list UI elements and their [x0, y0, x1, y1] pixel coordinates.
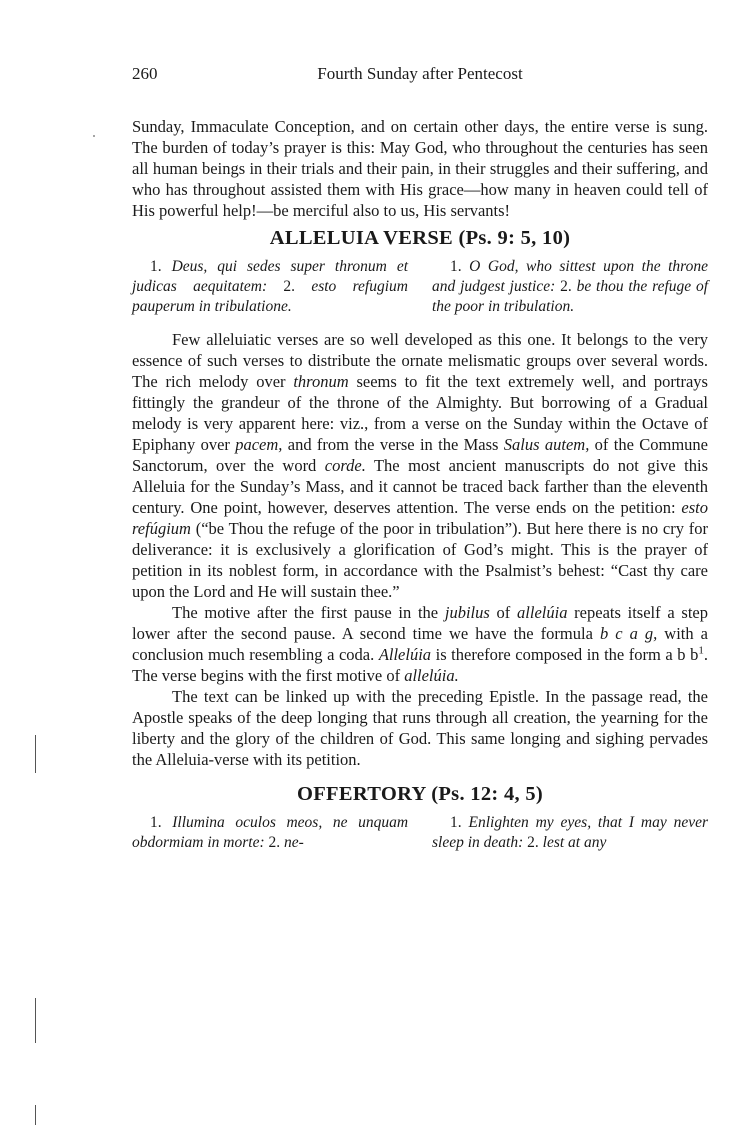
alleluia-parallel-text [132, 257, 708, 317]
verse-number: 2. [268, 834, 281, 851]
alleluia-heading: ALLELUIA VERSE (Ps. 9: 5, 10) [269, 227, 571, 249]
verse-number: 1. [150, 814, 162, 831]
verse-number: 2. [527, 834, 539, 851]
margin-line [35, 735, 36, 773]
margin-line [35, 1105, 36, 1125]
english-verse-2: lest at any [542, 834, 607, 851]
margin-dot [93, 135, 95, 137]
english-verse-2: be thou the refuge of the poor in tribulation. [432, 278, 709, 315]
offertory-english [432, 813, 708, 853]
verse-number: 1. [450, 258, 462, 275]
offertory-latin [132, 813, 408, 853]
commentary-paragraph-1: Few alleluiatic verses are so well developed as this one. It belongs to the very essence of such verses to distribute the ornate melismatic groups over several words. The rich melody over thronum seems to fit the text extremely well, and portrays fittingly the grandeur of the throne of the Almighty. But borrowing of a Gradual melody is very apparent here: viz., from a verse on the Sunday within the Octave of Epiphany over pacem, and from the verse in the Mass Salus autem, of the Commune Sanctorum, over the word corde. The most ancient manuscripts do not give this Alleluia for the Sunday’s Mass, and it cannot be traced back farther than the eleventh century. One point, however, deserves attention. The verse ends on the petition: esto refúgium (“be Thou the refuge of the poor in tribulation”). But here there is no cry for deliverance: it is exclusively a glorification of God’s might. This is the prayer of petition in its noblest form, in accordance with the Psalmist’s behest: “Cast thy care upon the Lord and He will sustain thee.” [132, 330, 708, 601]
latin-verse-2: esto refugium pauperum in tribulatione. [132, 278, 408, 315]
intro-paragraph: Sunday, Immaculate Conception, and on certain other days, the entire verse is sung. The burden of today’s prayer is this: May God, who throughout the centuries has seen all human beings in their trials and their pain, in their struggles and their suffering, and who has throughout assisted them with His grace—how many in heaven could tell of His powerful help!—be merciful also to us, His servants! [132, 117, 708, 220]
verse-number: 1. [450, 814, 462, 831]
running-header [132, 64, 708, 90]
commentary-paragraph-3: The text can be linked up with the preceding Epistle. In the passage read, the Apostle speaks of the deep longing that runs through all creation, the yearning for the liberty and the glory of the children of God. This same longing and sighing pervades the Alleluia-verse with its petition. [132, 687, 708, 769]
latin-verse-1: Illumina oculos meos, ne unquam obdormiam in morte: [132, 814, 409, 851]
offertory-parallel-text [132, 813, 708, 853]
page [132, 64, 708, 853]
english-verse-1: Enlighten my eyes, that I may never sleep in death: [432, 814, 709, 851]
verse-number: 1. [150, 258, 162, 275]
latin-verse-1: Deus, qui sedes super thronum et judicas aequitatem: [132, 258, 409, 295]
commentary-paragraph-2: The motive after the first pause in the jubilus of allelúia repeats itself a step lower after the second pause. A second time we have the formula b c a g, with a conclusion much resembling a coda. Allelúia is therefore composed in the form a b $b^1$. The verse begins with the first motive of allelúia. [132, 603, 709, 685]
verse-number: 2. [560, 278, 572, 295]
verse-number: 2. [283, 278, 296, 295]
margin-line [35, 998, 36, 1043]
latin-verse-2: ne- [283, 834, 304, 851]
alleluia-latin [132, 257, 408, 317]
english-verse-1: O God, who sittest upon the throne and judgest justice: [432, 258, 708, 295]
alleluia-english [432, 257, 708, 317]
offertory-heading: OFFERTORY (Ps. 12: 4, 5) [296, 783, 544, 805]
page-number: 260 [132, 64, 158, 83]
running-title: Fourth Sunday after Pentecost [317, 64, 523, 83]
